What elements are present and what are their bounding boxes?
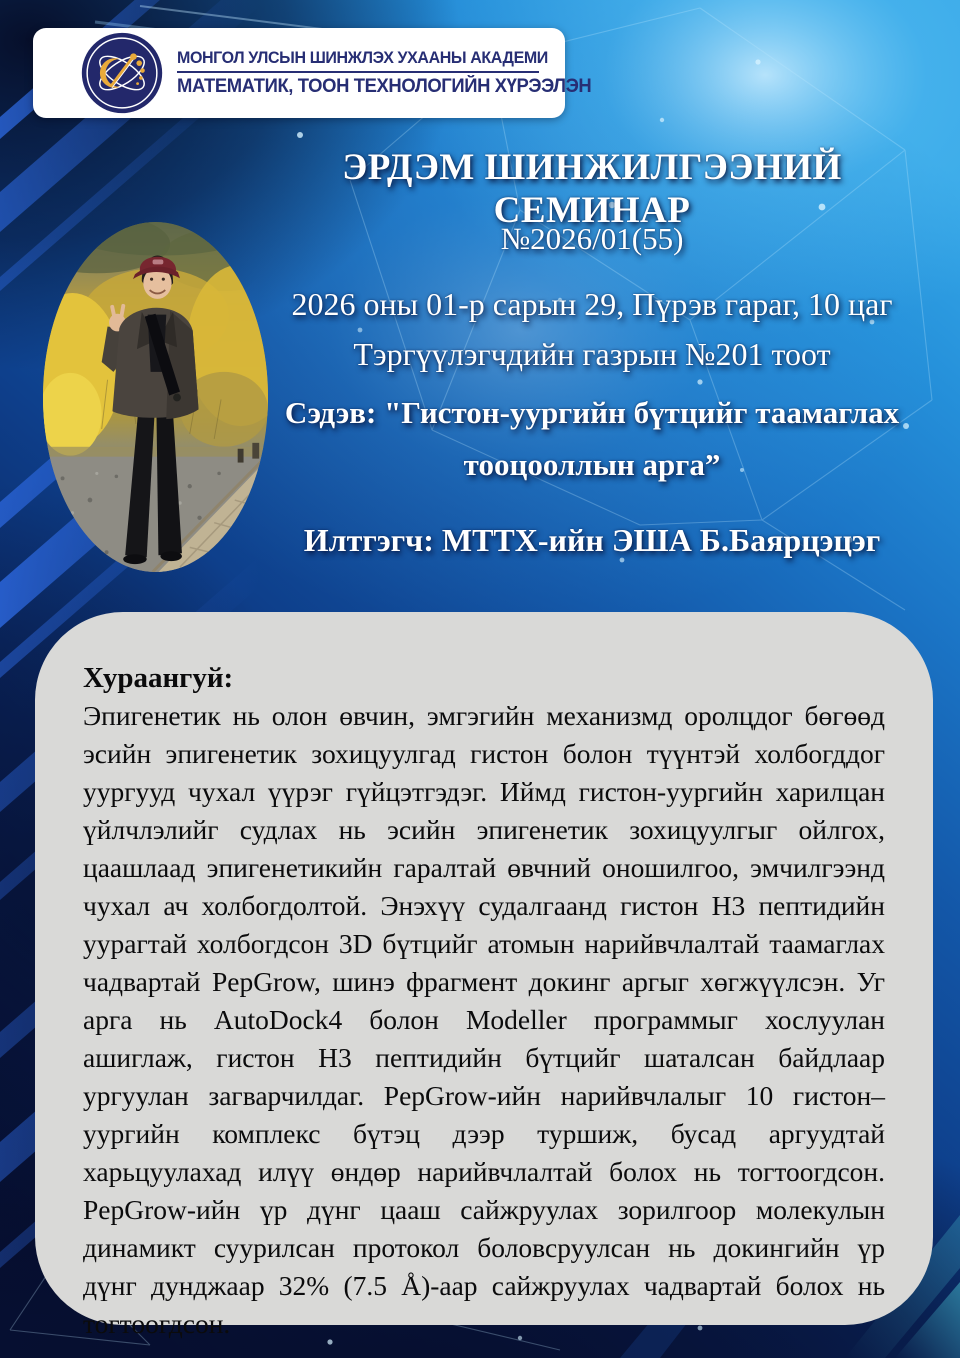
seminar-topic-line1: Сэдэв: "Гистон-уургийн бүтцийг таамаглах	[284, 395, 900, 430]
abstract-body: Эпигенетик нь олон өвчин, эмгэгийн механизмд оролцдог бөгөөд эсийн эпигенетик зохицуулгад гистон болон түүнтэй холбогддог уургууд чухал үүрэг гүйцэтгэдэг. Иймд гистон-уургийн харилцан үйлчлэлийг судлах нь эсийн эпигенетик зохицуулгыг ойлгох, цаашлаад эпигенетикийн гаралтай өвчний оношилгоо, эмчилгээнд чухал ач холбогдолтой. Энэхүү судалгаанд гистон H3 пептидийн уурагтай холбогдсон 3D бүтцийг атомын нарийвчлалтай таамаглах чадвартай PepGrow, шинэ фрагмент докинг аргыг хөгжүүлсэн. Уг арга нь AutoDock4 болон Modeller программыг хослуулан ашиглаж, гистон H3 пептидийн бүтцийг шаталсан байдлаар ургуулан загварчилдаг. PepGrow-ийн нарийвчлалыг 10 гистон–уургийн комплекс бүтэц дээр туршиж, бусад аргуудтай харьцуулахад илүү өндөр нарийвчлалтай болох нь тогтоогдсон. PepGrow-ийн үр дүнг цааш сайжруулах зорилгоор молекулын динамикт суурилсан протокол боловсруулсан нь докингийн үр дүнг дунджаар 32% (7.5 Å)-аар сайжруулах чадвартай болох нь тогтоогдсон.	[83, 700, 885, 1339]
speaker-photo	[43, 222, 268, 572]
seminar-location: Тэргүүлэгчдийн газрын №201 тоот	[353, 336, 831, 372]
seminar-title: ЭРДЭМ ШИНЖИЛГЭЭНИЙ СЕМИНАР	[342, 147, 842, 231]
seminar-number: №2026/01(55)	[500, 221, 684, 256]
org-name-line1: МОНГОЛ УЛСЫН ШИНЖЛЭХ УХААНЫ АКАДЕМИ	[177, 48, 548, 67]
organization-header	[33, 28, 592, 118]
org-divider	[177, 71, 539, 73]
org-name-line2: МАТЕМАТИК, ТООН ТЕХНОЛОГИЙН ХҮРЭЭЛЭН	[177, 75, 592, 97]
seminar-datetime: 2026 оны 01-р сарын 29, Пүрэв гараг, 10 цаг	[291, 286, 893, 322]
seminar-topic-line2: тооцооллын арга”	[463, 447, 721, 482]
seminar-speaker: Илтгэгч: МТТХ-ийн ЭША Б.Баярцэцэг	[303, 522, 881, 558]
abstract-card	[35, 612, 933, 1339]
abstract-heading: Хураангуй:	[83, 662, 234, 694]
academy-logo-icon	[81, 32, 163, 114]
